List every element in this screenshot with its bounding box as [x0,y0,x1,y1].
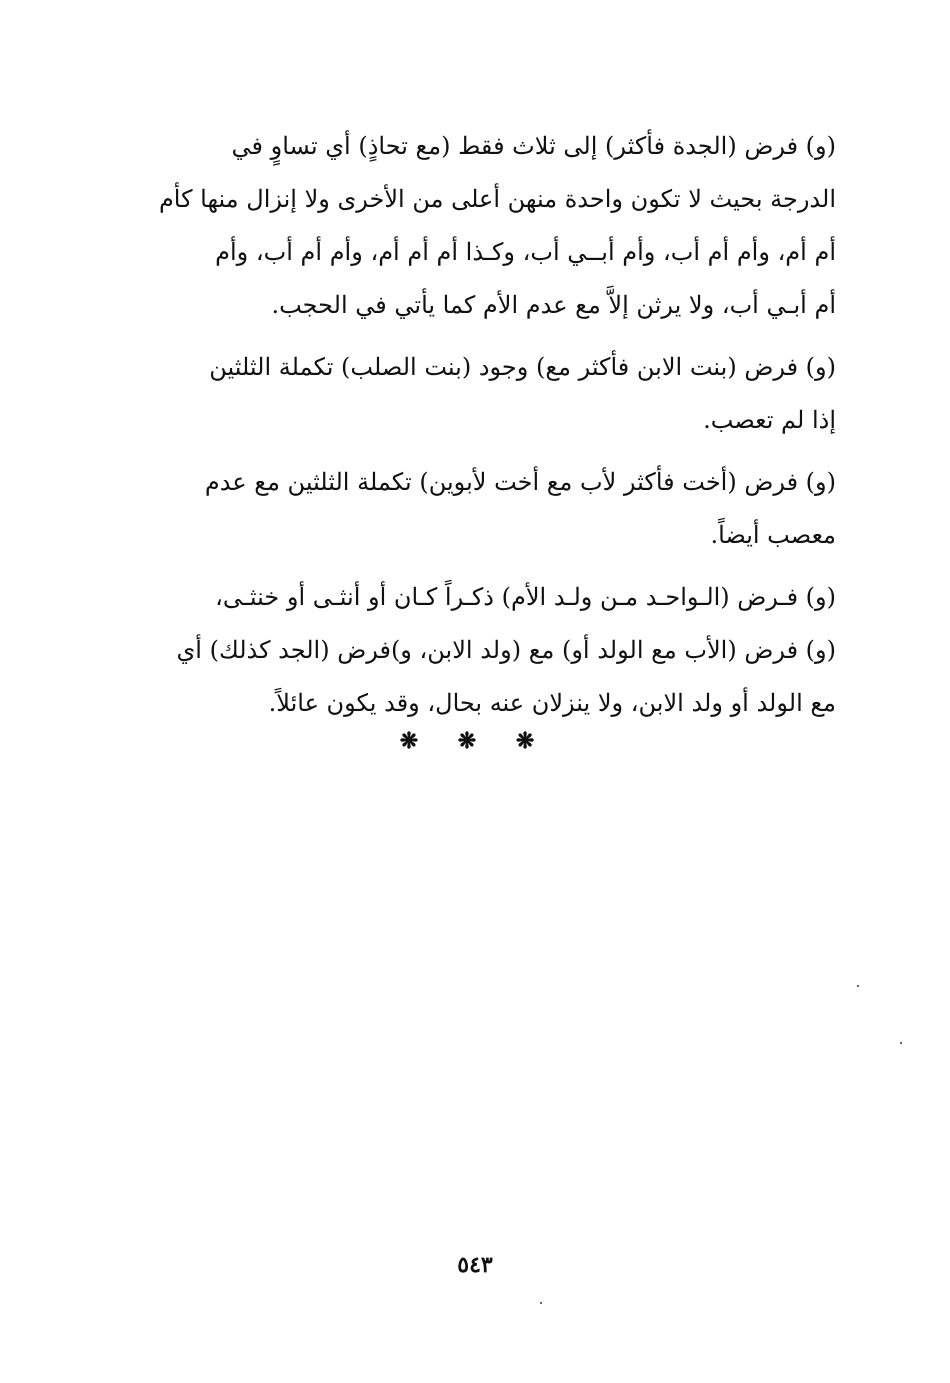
paragraph-sister [118,456,836,562]
text-line: (و) فرض (الأب مع الولد أو) مع (ولد الابن، و)فرض (الجد كذلك) أي [176,636,836,664]
paragraph-grandmother [118,120,836,332]
text-line: (و) فرض (الجدة فأكثر) إلى ثلاث فقط (مع تحاذٍ) أي تساوٍ في [231,132,836,160]
paragraph-son-daughter [118,341,836,447]
text-line: أم أبـي أب، ولا يرثن إلاَّ مع عدم الأم كما يأتي في الحجب. [271,291,836,319]
text-line: الدرجة بحيث لا تكون واحدة منهن أعلى من الأخرى ولا إنزال منها كأم [158,185,836,213]
text-line: (و) فرض (أخت فأكثر لأب مع أخت لأبوين) تكملة الثلثين مع عدم [204,468,836,496]
body-text [118,120,836,739]
section-separator: ❋ ❋ ❋ [399,728,551,754]
scan-speck [540,1302,542,1304]
text-line: مع الولد أو ولد الابن، ولا ينزلان عنه بحال، وقد يكون عائلاً. [268,689,836,717]
page-number: ٥٤٣ [457,1252,493,1278]
text-line: أم أم، وأم أم أب، وأم أبــي أب، وكـذا أم أم أم، وأم أم أب، وأم [215,238,836,266]
scan-speck [900,1042,902,1044]
text-line: (و) فرض (بنت الابن فأكثر مع) وجود (بنت الصلب) تكملة الثلثين [209,353,836,381]
paragraph-maternal-sibling [118,571,836,730]
text-line: إذا لم تعصب. [703,406,836,434]
scan-speck [857,985,859,987]
text-line: (و) فـرض (الـواحـد مـن ولـد الأم) ذكـراً كـان أو أنثـى أو خنثـى، [215,583,836,611]
text-line: معصب أيضاً. [710,521,836,549]
